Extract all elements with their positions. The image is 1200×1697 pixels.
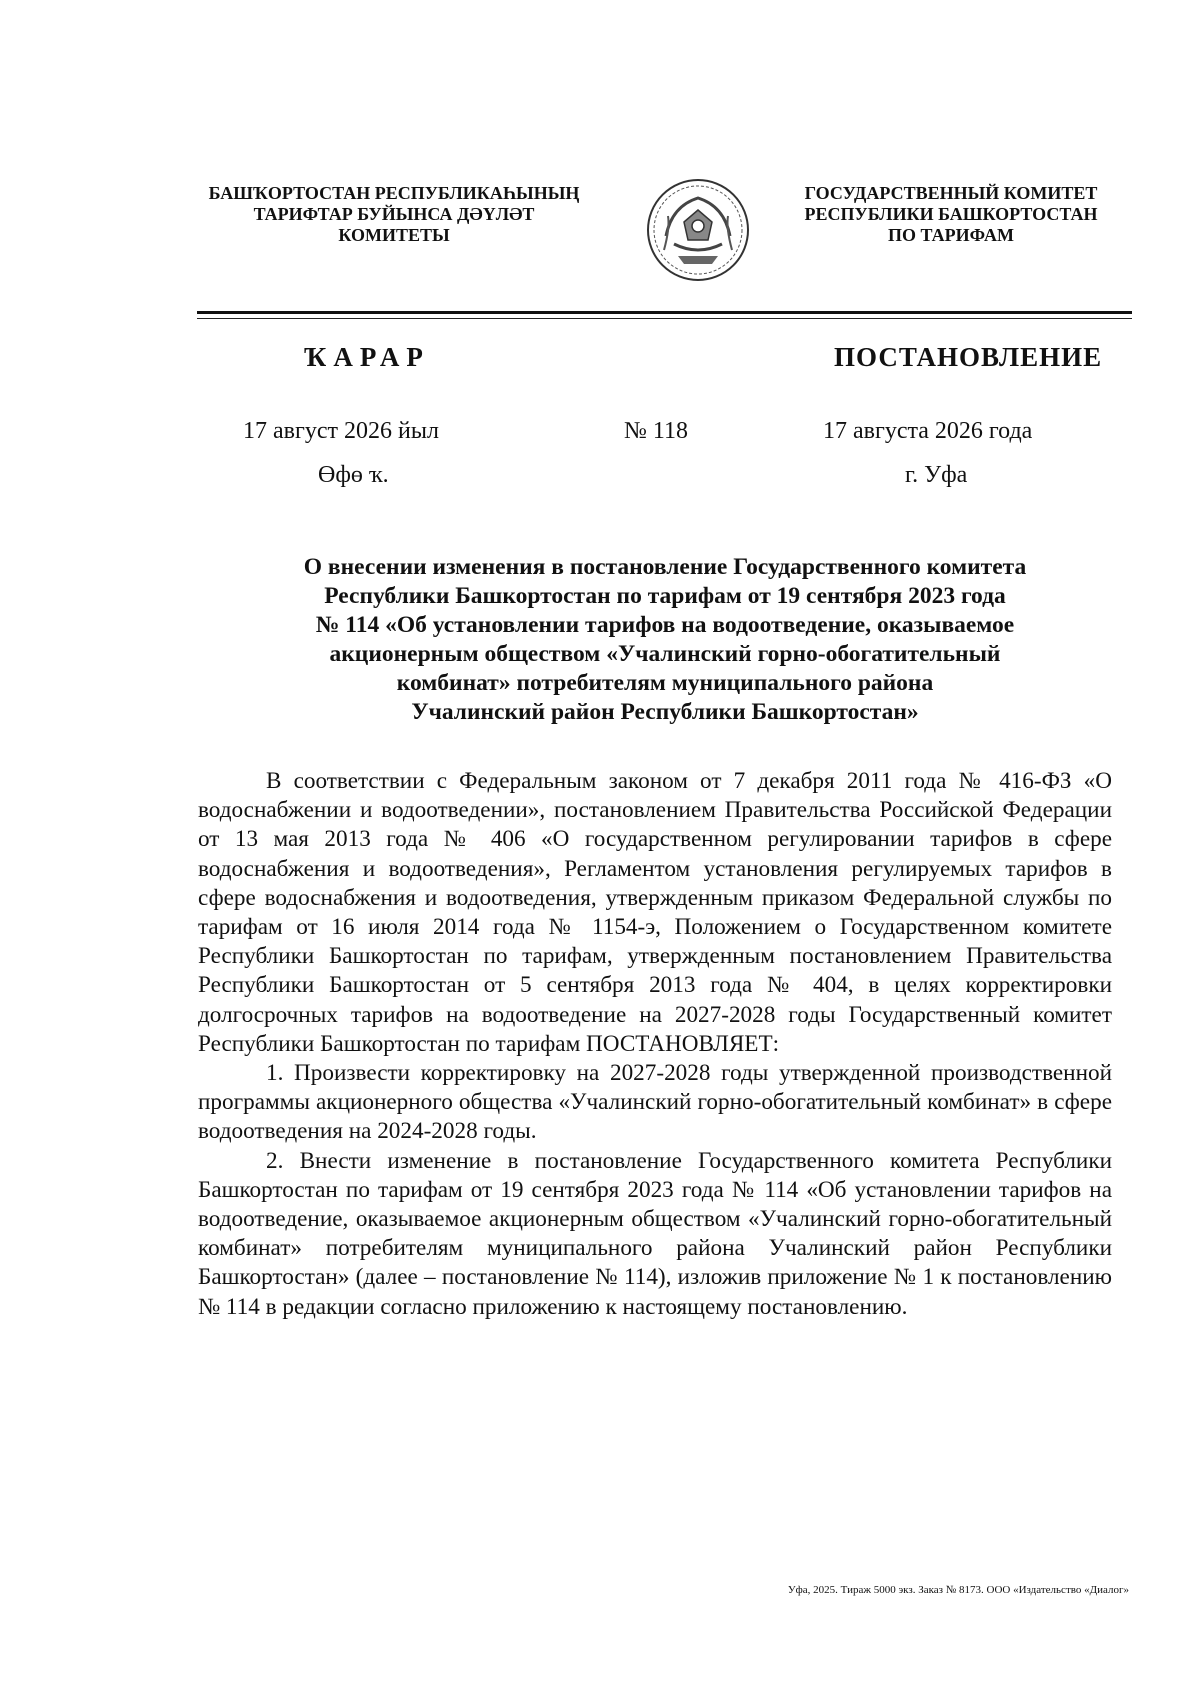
print-footer: Уфа, 2025. Тираж 5000 экз. Заказ № 8173. ООО «Издательство «Диалог» — [787, 1584, 1129, 1596]
header-left-line: БАШҠОРТОСТАН РЕСПУБЛИКАҺЫНЫҢ — [208, 183, 580, 203]
coat-of-arms-icon — [644, 176, 752, 284]
title-line: Республики Башкортостан по тарифам от 19 сентября 2023 года — [324, 583, 1006, 609]
document-title — [230, 553, 1100, 727]
title-line: № 114 «Об установлении тарифов на водоотведение, оказываемое — [315, 612, 1015, 638]
place-bashkir: Өфө ҡ. — [318, 462, 389, 488]
date-russian: 17 августа 2026 года — [823, 418, 1033, 444]
date-bashkir: 17 август 2026 йыл — [243, 418, 439, 444]
doc-number: № 118 — [624, 418, 689, 444]
header-left — [188, 183, 600, 246]
header-right-line: ГОСУДАРСТВЕННЫЙ КОМИТЕТ — [804, 183, 1098, 203]
body-paragraph-preamble: В соответствии с Федеральным законом от 7 декабря 2011 года № 416-ФЗ «О водоснабжении и водоотведении», постановлением Правительства Российской Федерации от 13 мая 2013 года № 406 «О государственном регулировании тарифов в сфере водоснабжения и водоотведения», Регламентом установления регулируемых тарифов в сфере водоснабжения и водоотведения, утвержденным приказом Федеральной службы по тарифам от 16 июля 2014 года № 1154-э, Положением о Государственном комитете Республики Башкортостан по тарифам, утвержденным постановлением Правительства Республики Башкортостан от 5 сентября 2013 года № 404, в целях корректировки долгосрочных тарифов на водоотведение на 2027-2028 годы Государственный комитет Республики Башкортостан по тарифам ПОСТАНОВЛЯЕТ: — [198, 768, 1112, 1057]
place-russian: г. Уфа — [905, 462, 968, 488]
body-paragraph-item-1: 1. Произвести корректировку на 2027-2028 годы утвержденной производственной программы акционерного общества «Учалинский горно-обогатительный комбинат» в сфере водоотведения на 2024-2028 годы. — [198, 1060, 1112, 1145]
document-body — [198, 767, 1112, 1322]
header-left-line: ТАРИФТАР БУЙЫНСА ДӘҮЛӘТ — [253, 204, 535, 224]
header-divider-thick — [197, 311, 1132, 314]
header-left-line: КОМИТЕТЫ — [338, 225, 450, 245]
header-right-line: ПО ТАРИФАМ — [888, 225, 1014, 245]
doc-type-russian: ПОСТАНОВЛЕНИЕ — [834, 342, 1103, 372]
doc-type-bashkir: ҠАРАР — [304, 342, 430, 372]
title-line: О внесении изменения в постановление Государственного комитета — [303, 554, 1027, 580]
title-line: комбинат» потребителям муниципального района — [396, 670, 934, 696]
body-paragraph-item-2: 2. Внести изменение в постановление Государственного комитета Республики Башкортостан по тарифам от 19 сентября 2023 года № 114 «Об установлении тарифов на водоотведение, оказываемое акционерным обществом «Учалинский горно-обогатительный комбинат» потребителям муниципального района Учалинский район Республики Башкортостан» (далее – постановление № 114), изложив приложение № 1 к постановлению № 114 в редакции согласно приложению к настоящему постановлению. — [198, 1147, 1112, 1320]
title-line: Учалинский район Республики Башкортостан» — [411, 699, 919, 725]
header-right — [765, 183, 1137, 246]
header-right-line: РЕСПУБЛИКИ БАШКОРТОСТАН — [804, 204, 1098, 224]
title-line: акционерным обществом «Учалинский горно-обогатительный — [329, 641, 1001, 667]
header-divider-thin — [197, 318, 1132, 319]
